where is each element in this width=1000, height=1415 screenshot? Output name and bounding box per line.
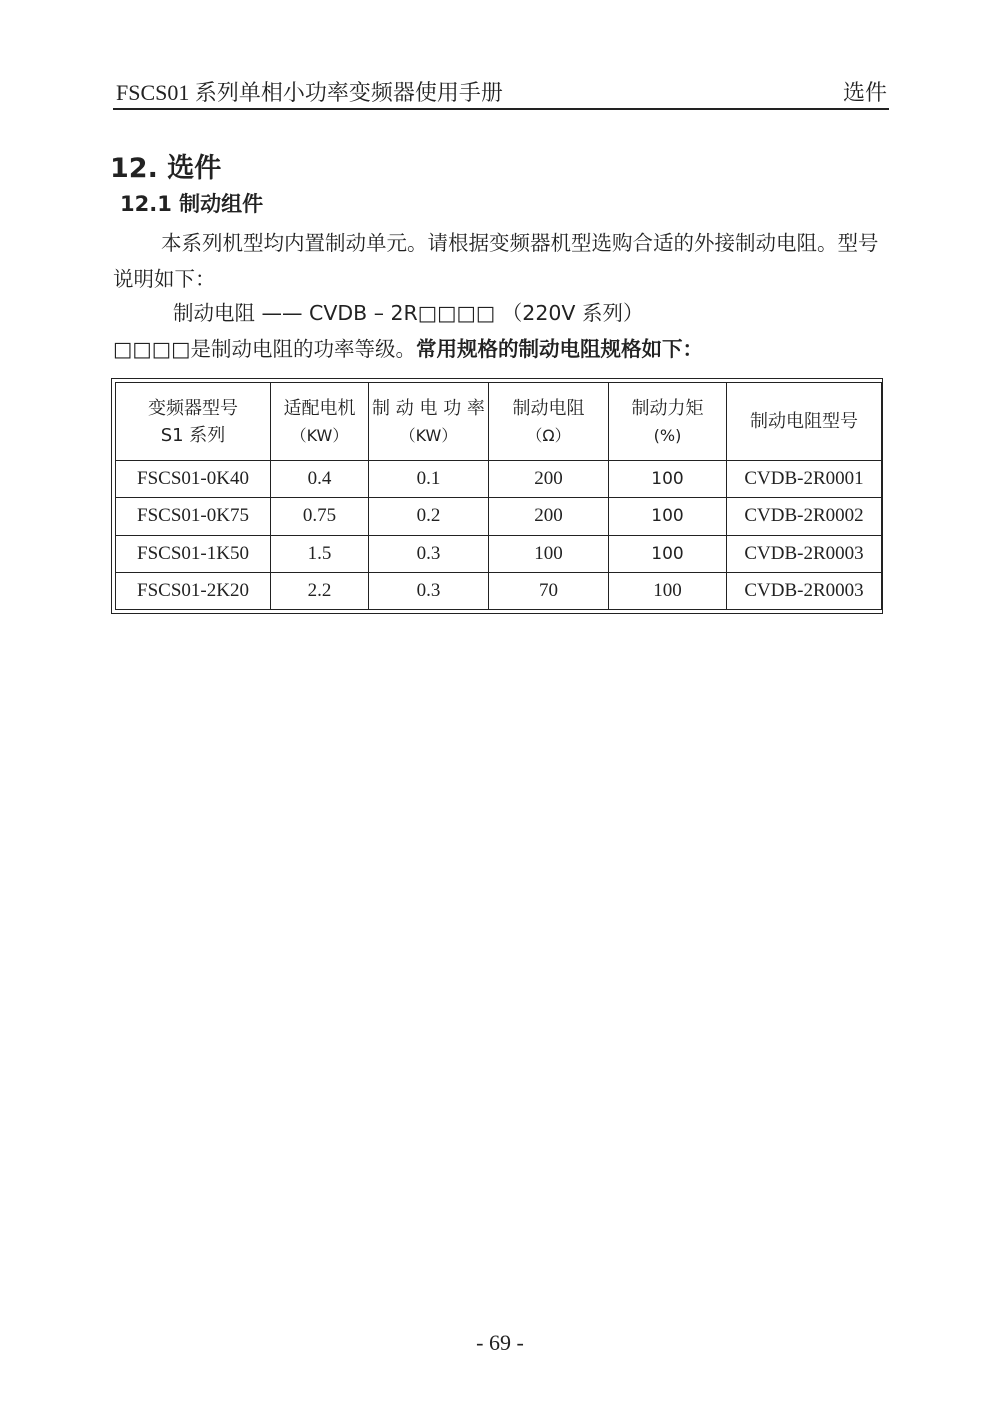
braking-resistor-table bbox=[111, 378, 883, 614]
cell-resistance: 200 bbox=[489, 498, 609, 535]
header-cell: 变频器型号 S1 系列 bbox=[116, 383, 271, 461]
subsection-title: 12.1 制动组件 bbox=[120, 192, 264, 216]
cell-resistance: 200 bbox=[489, 461, 609, 498]
cell-resistor-model: CVDB-2R0002 bbox=[727, 498, 882, 535]
cell-resistance: 70 bbox=[489, 572, 609, 609]
cell-motor-kw: 0.75 bbox=[271, 498, 369, 535]
table-row bbox=[116, 572, 882, 609]
cell-torque: 100 bbox=[609, 498, 727, 535]
cell-resistor-model: CVDB-2R0003 bbox=[727, 535, 882, 572]
model-format-line: 制动电阻 —— CVDB – 2R□□□□ （220V 系列） bbox=[173, 301, 644, 325]
header-cell: 适配电机 （KW） bbox=[271, 383, 369, 461]
cell-model: FSCS01-2K20 bbox=[116, 572, 271, 609]
cell-power-kw: 0.1 bbox=[369, 461, 489, 498]
table-header-row bbox=[116, 383, 882, 461]
cell-resistor-model: CVDB-2R0001 bbox=[727, 461, 882, 498]
page-header bbox=[113, 72, 889, 110]
cell-power-kw: 0.3 bbox=[369, 535, 489, 572]
cell-torque: 100 bbox=[609, 535, 727, 572]
table-row bbox=[116, 461, 882, 498]
cell-torque: 100 bbox=[609, 461, 727, 498]
table-row bbox=[116, 535, 882, 572]
cell-power-kw: 0.2 bbox=[369, 498, 489, 535]
cell-model: FSCS01-0K75 bbox=[116, 498, 271, 535]
intro-paragraph: 本系列机型均内置制动单元。请根据变频器机型选购合适的外接制动电阻。型号说明如下： bbox=[113, 231, 879, 291]
grade-note-line bbox=[113, 332, 703, 362]
header-cell: 制动力矩 (%) bbox=[609, 383, 727, 461]
header-cell: 制动电阻型号 bbox=[727, 383, 882, 461]
header-cell: 制 动 电 功 率 （KW） bbox=[369, 383, 489, 461]
cell-resistance: 100 bbox=[489, 535, 609, 572]
cell-model: FSCS01-0K40 bbox=[116, 461, 271, 498]
table-row bbox=[116, 498, 882, 535]
page-number: - 69 - bbox=[476, 1330, 524, 1355]
cell-power-kw: 0.3 bbox=[369, 572, 489, 609]
header-cell: 制动电阻 （Ω） bbox=[489, 383, 609, 461]
cell-motor-kw: 2.2 bbox=[271, 572, 369, 609]
cell-motor-kw: 0.4 bbox=[271, 461, 369, 498]
manual-title: FSCS01 系列单相小功率变频器使用手册 bbox=[116, 80, 503, 105]
cell-motor-kw: 1.5 bbox=[271, 535, 369, 572]
grade-note: □□□□是制动电阻的功率等级。 bbox=[113, 337, 416, 361]
section-name: 选件 bbox=[842, 81, 887, 106]
cell-resistor-model: CVDB-2R0003 bbox=[727, 572, 882, 609]
cell-model: FSCS01-1K50 bbox=[116, 535, 271, 572]
spec-table bbox=[115, 382, 882, 610]
cell-torque: 100 bbox=[609, 572, 727, 609]
section-title: 12. 选件 bbox=[110, 153, 222, 184]
spec-intro: 常用规格的制动电阻规格如下： bbox=[415, 337, 703, 361]
